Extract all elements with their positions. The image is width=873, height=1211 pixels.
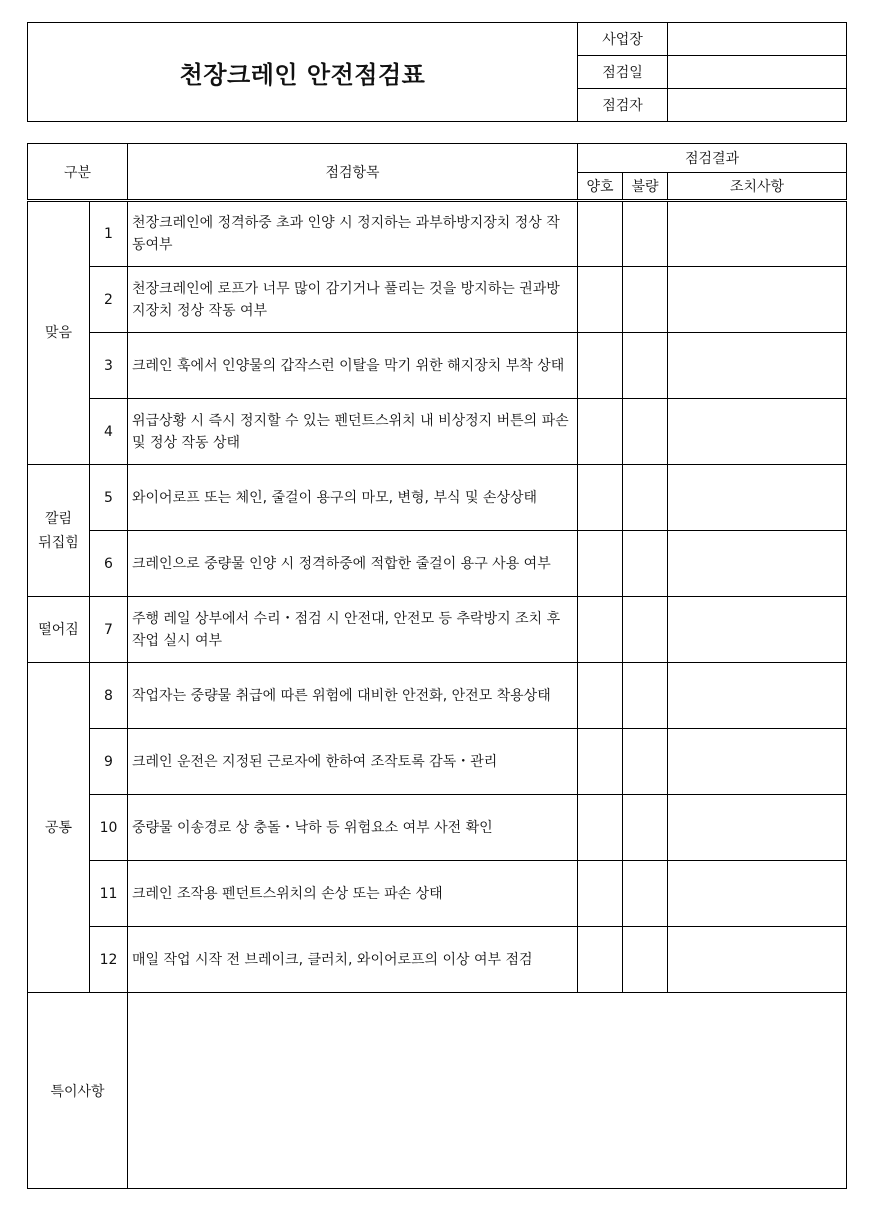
- action-cell[interactable]: [668, 531, 847, 597]
- table-row: [28, 399, 847, 465]
- action-cell[interactable]: [668, 729, 847, 795]
- good-cell[interactable]: [578, 795, 623, 861]
- row-item-text: 주행 레일 상부에서 수리・점검 시 안전대, 안전모 등 추락방지 조치 후 작업 실시 여부: [128, 597, 578, 663]
- field-label-inspector: 점검자: [578, 89, 668, 122]
- action-cell[interactable]: [668, 927, 847, 993]
- action-header: 조치사항: [668, 173, 847, 201]
- row-number: 4: [90, 399, 128, 465]
- row-number: 6: [90, 531, 128, 597]
- bad-cell[interactable]: [623, 531, 668, 597]
- row-number: 5: [90, 465, 128, 531]
- bad-cell[interactable]: [623, 201, 668, 267]
- good-cell[interactable]: [578, 729, 623, 795]
- group-label: 공통: [28, 663, 90, 993]
- row-item-text: 와이어로프 또는 체인, 줄걸이 용구의 마모, 변형, 부식 및 손상상태: [128, 465, 578, 531]
- bad-cell[interactable]: [623, 729, 668, 795]
- row-number: 9: [90, 729, 128, 795]
- action-cell[interactable]: [668, 399, 847, 465]
- checklist-table: [27, 143, 847, 1189]
- row-item-text: 매일 작업 시작 전 브레이크, 클러치, 와이어로프의 이상 여부 점검: [128, 927, 578, 993]
- good-cell[interactable]: [578, 465, 623, 531]
- field-label-site: 사업장: [578, 23, 668, 56]
- good-cell[interactable]: [578, 333, 623, 399]
- row-number: 7: [90, 597, 128, 663]
- row-number: 10: [90, 795, 128, 861]
- group-label: 맞음: [28, 201, 90, 465]
- good-cell[interactable]: [578, 861, 623, 927]
- bad-cell[interactable]: [623, 795, 668, 861]
- table-row: [28, 531, 847, 597]
- inspector-field[interactable]: [668, 89, 847, 122]
- row-item-text: 위급상황 시 즉시 정지할 수 있는 펜던트스위치 내 비상정지 버튼의 파손 및 정상 작동 상태: [128, 399, 578, 465]
- action-cell[interactable]: [668, 267, 847, 333]
- table-row: [28, 927, 847, 993]
- field-label-date: 점검일: [578, 56, 668, 89]
- bad-cell[interactable]: [623, 267, 668, 333]
- table-row: [28, 465, 847, 531]
- action-cell[interactable]: [668, 201, 847, 267]
- row-number: 11: [90, 861, 128, 927]
- bad-cell[interactable]: [623, 663, 668, 729]
- row-number: 8: [90, 663, 128, 729]
- table-row: [28, 663, 847, 729]
- row-item-text: 천장크레인에 정격하중 초과 인양 시 정지하는 과부하방지장치 정상 작동여부: [128, 201, 578, 267]
- table-row: [28, 861, 847, 927]
- bad-cell[interactable]: [623, 927, 668, 993]
- header-table: [27, 22, 847, 122]
- bad-cell[interactable]: [623, 597, 668, 663]
- good-cell[interactable]: [578, 663, 623, 729]
- bad-cell[interactable]: [623, 399, 668, 465]
- action-cell[interactable]: [668, 597, 847, 663]
- bad-cell[interactable]: [623, 465, 668, 531]
- remarks-field[interactable]: [128, 993, 847, 1189]
- table-row: [28, 267, 847, 333]
- table-row: [28, 201, 847, 267]
- row-item-text: 천장크레인에 로프가 너무 많이 감기거나 풀리는 것을 방지하는 권과방지장치 정상 작동 여부: [128, 267, 578, 333]
- page-title: 천장크레인 안전점검표: [28, 23, 578, 122]
- date-field[interactable]: [668, 56, 847, 89]
- good-cell[interactable]: [578, 597, 623, 663]
- table-row: [28, 333, 847, 399]
- action-cell[interactable]: [668, 861, 847, 927]
- row-number: 3: [90, 333, 128, 399]
- good-cell[interactable]: [578, 531, 623, 597]
- good-cell[interactable]: [578, 201, 623, 267]
- group-label: 깔림 뒤집힘: [28, 465, 90, 597]
- good-header: 양호: [578, 173, 623, 201]
- row-item-text: 크레인 조작용 펜던트스위치의 손상 또는 파손 상태: [128, 861, 578, 927]
- category-header: 구분: [28, 144, 128, 201]
- table-row: [28, 729, 847, 795]
- row-item-text: 중량물 이송경로 상 충돌・낙하 등 위험요소 여부 사전 확인: [128, 795, 578, 861]
- remarks-label: 특이사항: [28, 993, 128, 1189]
- action-cell[interactable]: [668, 795, 847, 861]
- good-cell[interactable]: [578, 399, 623, 465]
- good-cell[interactable]: [578, 927, 623, 993]
- row-item-text: 크레인 훅에서 인양물의 갑작스런 이탈을 막기 위한 해지장치 부착 상태: [128, 333, 578, 399]
- bad-cell[interactable]: [623, 333, 668, 399]
- row-number: 2: [90, 267, 128, 333]
- table-row: [28, 597, 847, 663]
- table-row: [28, 795, 847, 861]
- row-item-text: 작업자는 중량물 취급에 따른 위험에 대비한 안전화, 안전모 착용상태: [128, 663, 578, 729]
- action-cell[interactable]: [668, 333, 847, 399]
- row-item-text: 크레인으로 중량물 인양 시 정격하중에 적합한 줄걸이 용구 사용 여부: [128, 531, 578, 597]
- site-field[interactable]: [668, 23, 847, 56]
- item-header: 점검항목: [128, 144, 578, 201]
- good-cell[interactable]: [578, 267, 623, 333]
- bad-header: 불량: [623, 173, 668, 201]
- result-header: 점검결과: [578, 144, 847, 173]
- action-cell[interactable]: [668, 663, 847, 729]
- remarks-row: [28, 993, 847, 1189]
- group-label: 떨어짐: [28, 597, 90, 663]
- bad-cell[interactable]: [623, 861, 668, 927]
- row-number: 1: [90, 201, 128, 267]
- action-cell[interactable]: [668, 465, 847, 531]
- row-number: 12: [90, 927, 128, 993]
- row-item-text: 크레인 운전은 지정된 근로자에 한하여 조작토록 감독・관리: [128, 729, 578, 795]
